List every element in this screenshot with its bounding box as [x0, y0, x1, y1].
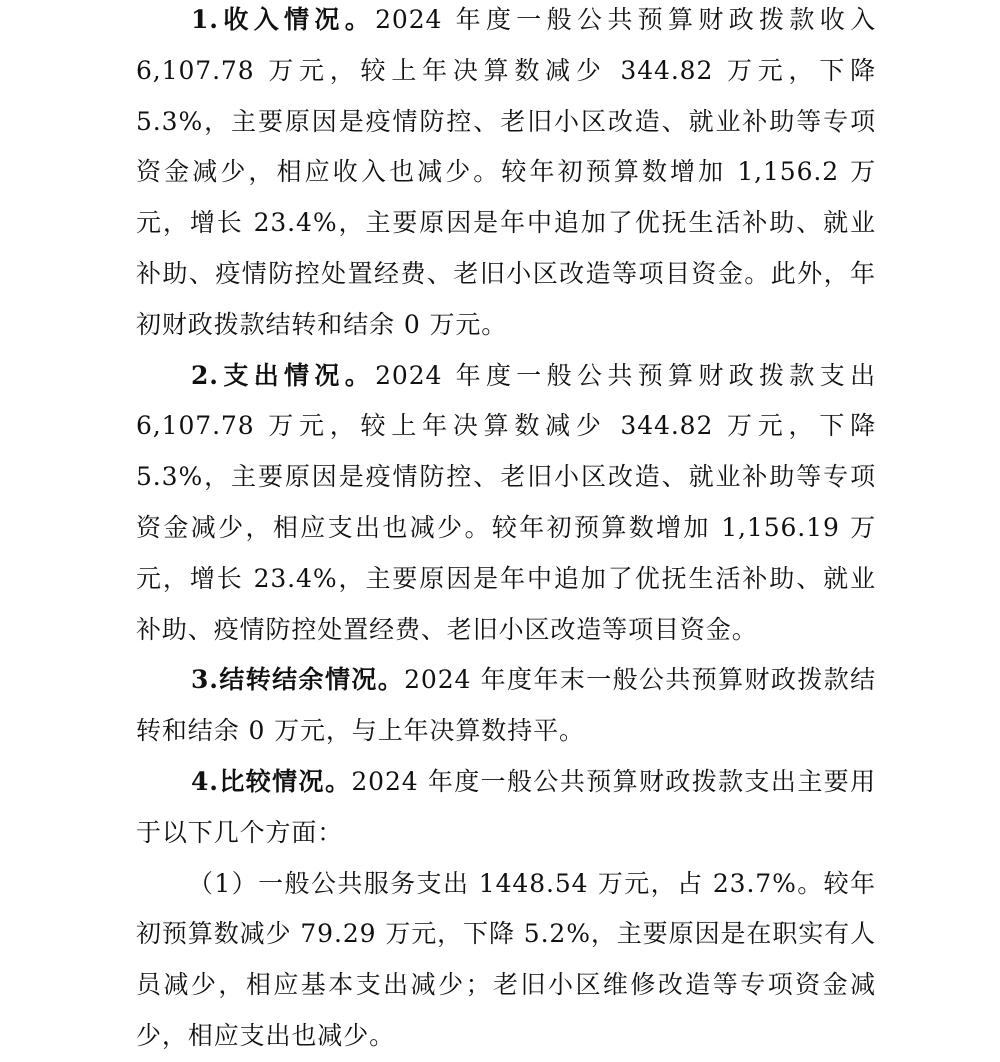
section-comparison-text: 2024 年度一般公共预算财政拨款支出主要用于以下几个方面：: [136, 766, 876, 847]
section-comparison: [136, 757, 876, 859]
section-income-text: 2024 年度一般公共预算财政拨款收入 6,107.78 万元，较上年决算数减少 344.82 万元，下降 5.3%，主要原因是疫情防控、老旧小区改造、就业补助等专项资金减少，相应收入也减少。较年初预算数增加 1,156.2 万元，增长 23.4%，主要原因是年中追加了优抚生活补助、就业补助、疫情防控处置经费、老旧小区改造等项目资金。此外，年初财政拨款结转和结余 0 万元。: [136, 5, 876, 339]
section-comparison-heading: 4.比较情况。: [191, 766, 352, 796]
section-carryover-text: 2024 年度年末一般公共预算财政拨款结转和结余 0 万元，与上年决算数持平。: [136, 665, 876, 746]
section-expenditure: [136, 351, 876, 656]
section-expenditure-text: 2024 年度一般公共预算财政拨款支出 6,107.78 万元，较上年决算数减少 344.82 万元，下降 5.3%，主要原因是疫情防控、老旧小区改造、就业补助等专项资金减少，相应支出也减少。较年初预算数增加 1,156.19 万元，增长 23.4%，主要原因是年中追加了优抚生活补助、就业补助、疫情防控处置经费、老旧小区改造等项目资金。: [136, 360, 876, 644]
section-expenditure-heading: 2.支出情况。: [191, 360, 376, 390]
section-carryover-heading: 3.结转结余情况。: [191, 665, 405, 695]
section-income-heading: 1.收入情况。: [191, 5, 376, 34]
item-general-public-services: （1）一般公共服务支出 1448.54 万元，占 23.7%。较年初预算数减少 79.29 万元，下降 5.2%，主要原因是在职实有人员减少，相应基本支出减少；老旧小区维修改造等专项资金减少，相应支出也减少。: [136, 868, 876, 1050]
section-carryover: [136, 655, 876, 757]
section-income: [136, 0, 876, 351]
